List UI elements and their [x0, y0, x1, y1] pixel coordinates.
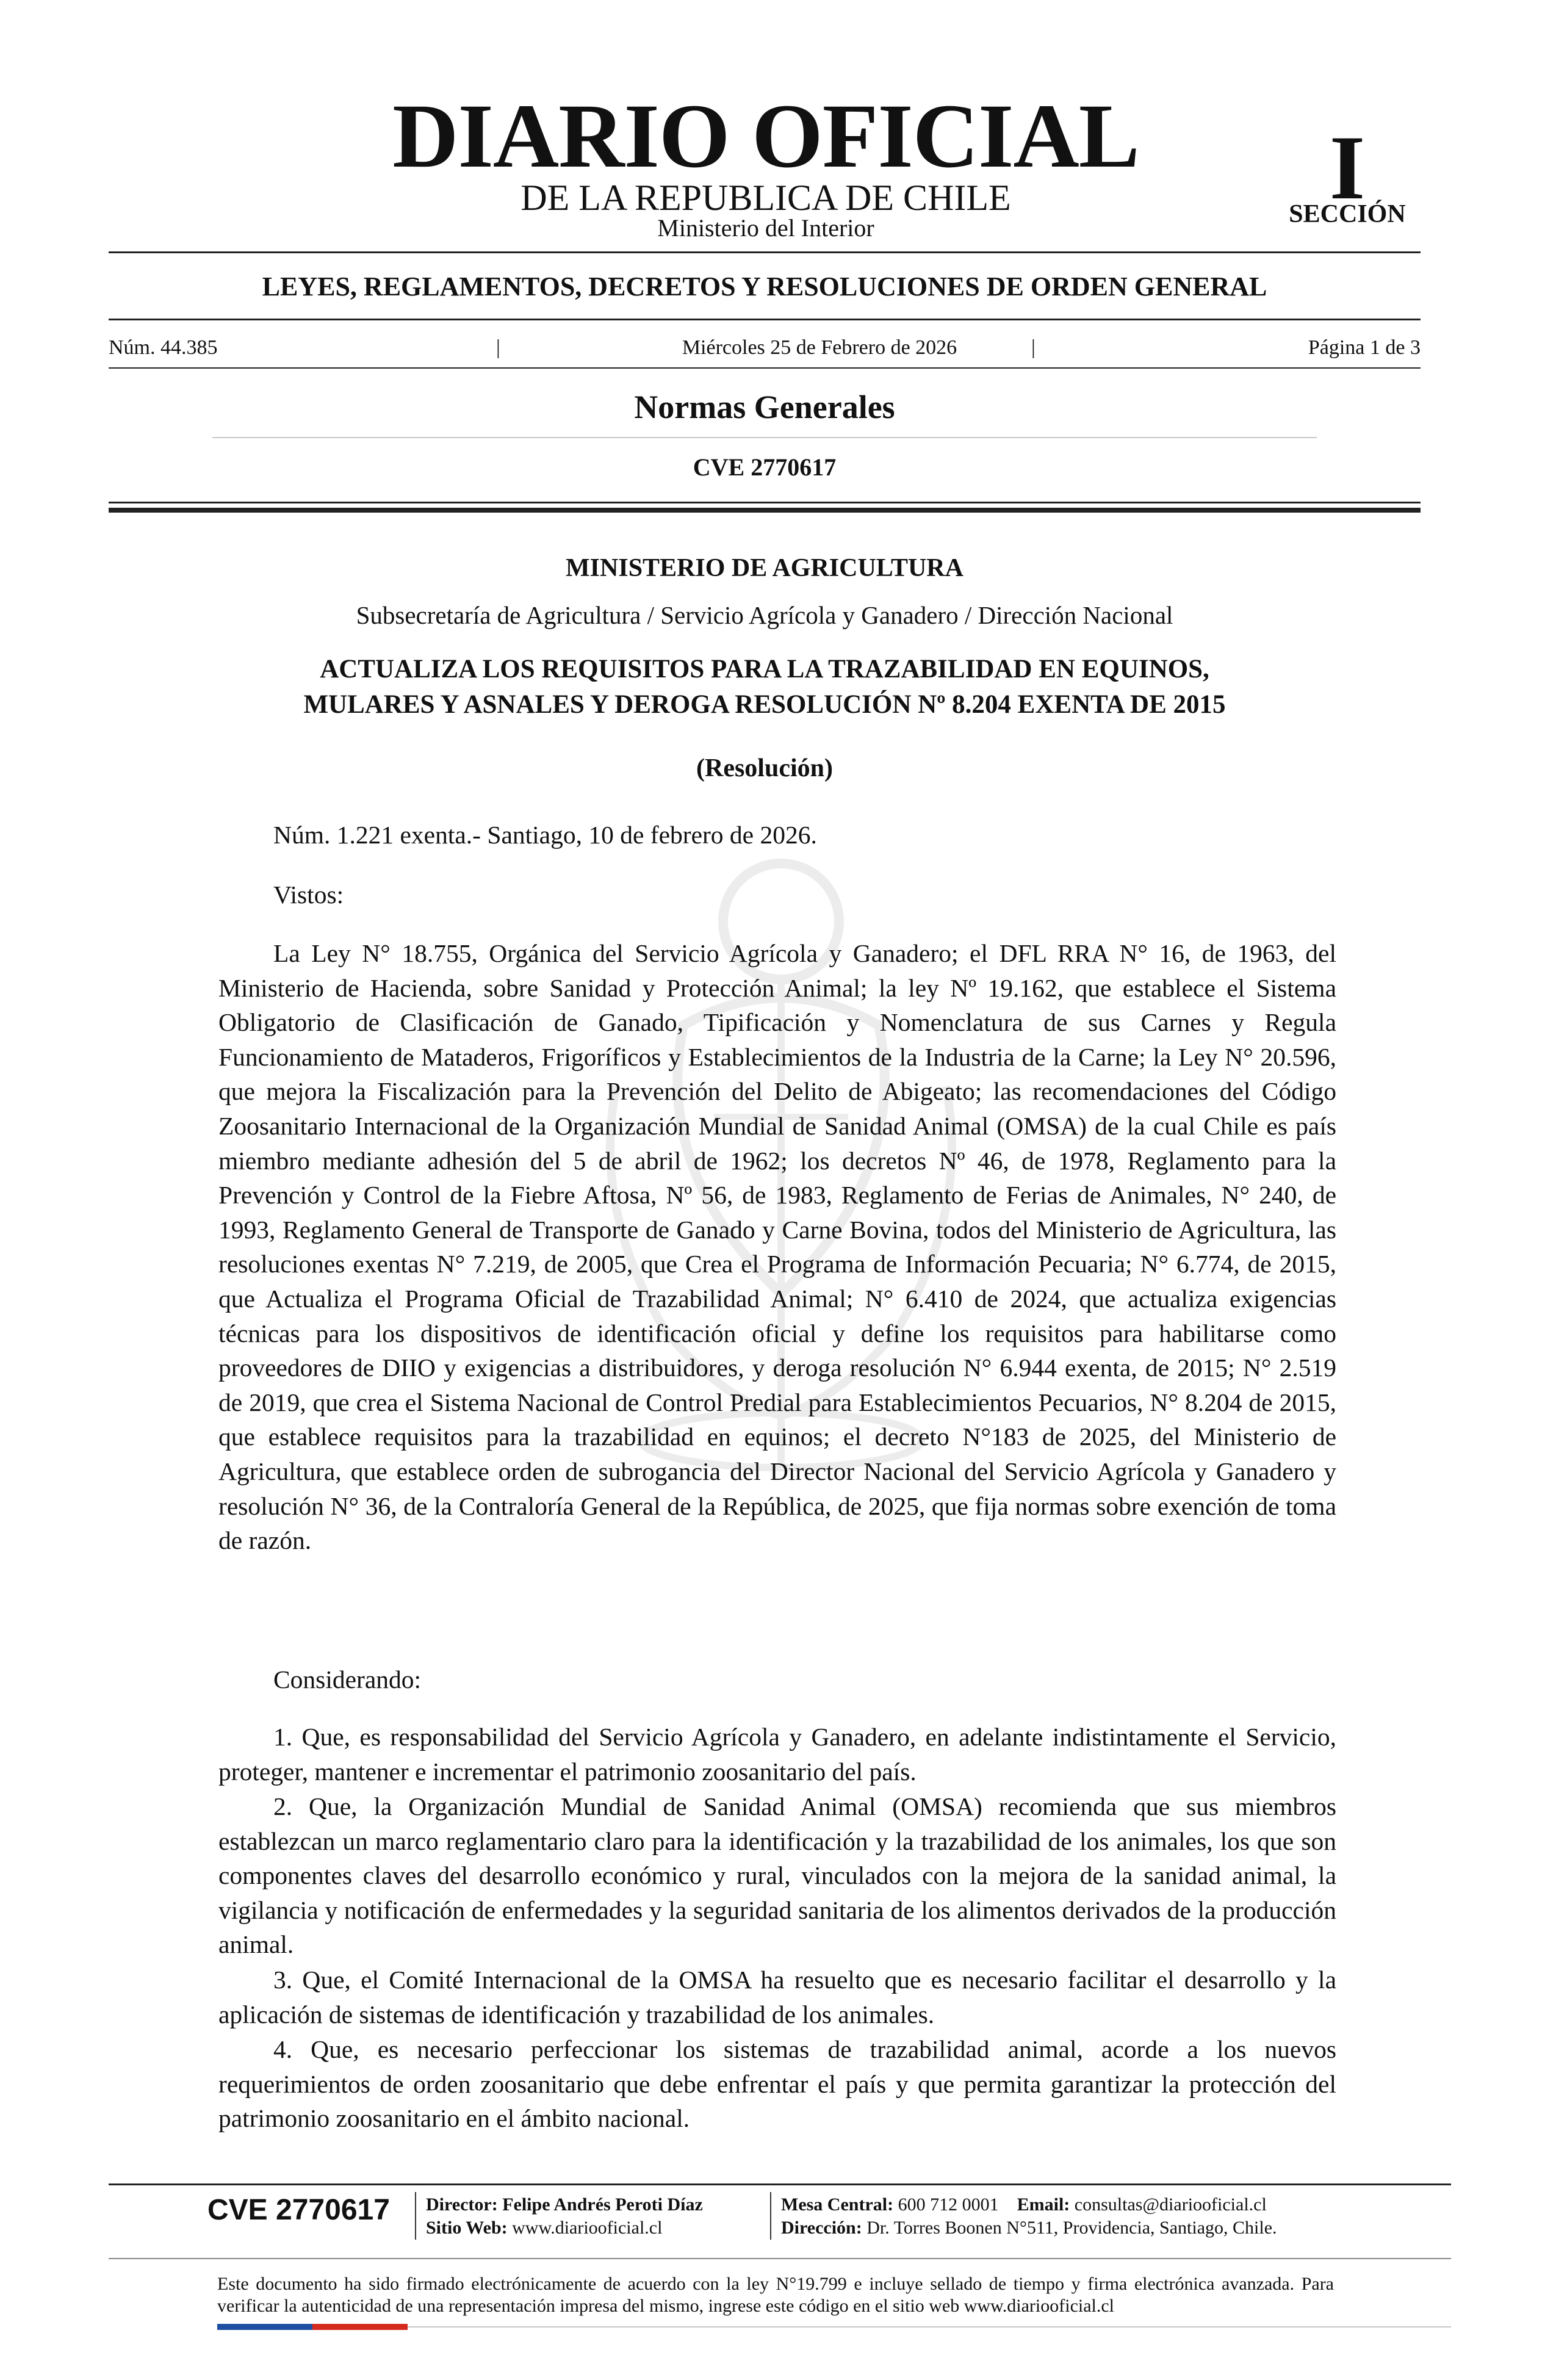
website-label: Sitio Web:	[426, 2218, 508, 2238]
mesa-phone: 600 712 0001	[898, 2194, 999, 2215]
issue-number: Núm. 44.385	[109, 336, 218, 359]
vistos-label: Vistos:	[273, 881, 344, 909]
director-label: Director:	[426, 2194, 498, 2215]
footer-divider	[109, 2183, 1451, 2185]
header-divider-bottom	[109, 508, 1421, 513]
laws-divider	[109, 319, 1421, 320]
cve-heading: CVE 2770617	[693, 453, 837, 481]
issue-info-row	[109, 336, 1421, 360]
header-divider-top	[109, 502, 1421, 503]
masthead-subtitle: DE LA REPUBLICA DE CHILE	[520, 178, 1011, 218]
masthead-title: DIARIO OFICIAL	[392, 85, 1139, 187]
email-link[interactable]: consultas@diariooficial.cl	[1074, 2194, 1267, 2215]
mesa-label: Mesa Central:	[781, 2194, 894, 2215]
section-label: SECCIÓN	[1289, 200, 1406, 228]
resolution-number-line: Núm. 1.221 exenta.- Santiago, 10 de febrero de 2026.	[273, 821, 817, 849]
considerando-item: 4. Que, es necesario perfeccionar los sistemas de trazabilidad animal, acorde a los nuevos requerimientos de orden zoosanitario que debe enfrentar el país y que permita garantizar la protección del patrimonio zoosanitario en el ámbito nacional.	[218, 2035, 1336, 2133]
address-label: Dirección:	[781, 2218, 862, 2238]
issue-separator: |	[1031, 336, 1036, 359]
laws-heading: LEYES, REGLAMENTOS, DECRETOS Y RESOLUCIONES DE ORDEN GENERAL	[262, 272, 1267, 301]
email-label: Email:	[1017, 2194, 1070, 2215]
footer-separator	[415, 2192, 416, 2240]
signature-note: Este documento ha sido firmado electrónicamente de acuerdo con la ley N°19.799 e incluye sellado de tiempo y firma electrónica avanzada. Para verificar la autenticidad de una representación impresa del mismo, ingrese este código en el sitio web www.diariooficial.cl	[217, 2274, 1334, 2316]
resolution-title	[218, 652, 1311, 723]
category-heading: Normas Generales	[634, 389, 895, 425]
website-link[interactable]: www.diariooficial.cl	[512, 2218, 663, 2238]
vistos-paragraph: La Ley N° 18.755, Orgánica del Servicio Agrícola y Ganadero; el DFL RRA N° 16, de 1963, del Ministerio de Hacienda, sobre Sanidad y Protección Animal; la ley Nº 19.162, que establece el Sistema Obligatorio de Clasificación de Ganado, Tipificación y Nomenclatura de sus Carnes y Regula Funcionamiento de Mataderos, Frigoríficos y Establecimientos de la Industria de la Carne; la Ley N° 20.596, que mejora la Fiscalización para la Prevención del Delito de Abigeato; las recomendaciones del Código Zoosanitario Internacional de la Organización Mundial de Sanidad Animal (OMSA) de la cual Chile es país miembro mediante adhesión del 5 de abril de 1962; los decretos Nº 46, de 1978, Reglamento para la Prevención y Control de la Fiebre Aftosa, Nº 56, de 1983, Reglamento de Ferias de Animales, N° 240, de 1993, Reglamento General de Transporte de Ganado y Carne Bovina, todos del Ministerio de Agricultura, las resoluciones exentas N° 7.219, de 2005, que Crea el Programa de Información Pecuaria; N° 6.774, de 2015, que Actualiza el Programa Oficial de Trazabilidad Animal; N° 6.410 de 2024, que actualiza exigencias técnicas para los dispositivos de identificación oficial y define los requisitos para habilitarse como proveedores de DIIO y exigencias a distribuidores, y deroga resolución N° 6.944 exenta, de 2015; N° 2.519 de 2019, que crea el Sistema Nacional de Control Predial para Establecimientos Pecuarios, N° 8.204 de 2015, que establece requisitos para la trazabilidad en equinos; el decreto N°183 de 2025, del Ministerio de Agricultura, que establece orden de subrogancia del Director Nacional del Servicio Agrícola y Ganadero y resolución N° 36, de la Contraloría General de la República, de 2025, que fija normas sobre exención de toma de razón.	[218, 939, 1336, 1555]
considerando-item: 1. Que, es responsabilidad del Servicio Agrícola y Ganadero, en adelante indistintamente el Servicio, proteger, mantener e incrementar el patrimonio zoosanitario del país.	[218, 1723, 1336, 1786]
masthead-ministry: Ministerio del Interior	[657, 214, 874, 242]
considerando-item: 3. Que, el Comité Internacional de la OMSA ha resuelto que es necesario facilitar el desarrollo y la aplicación de sistemas de identificación y trazabilidad de los animales.	[218, 1966, 1336, 2028]
director-name: Felipe Andrés Peroti Díaz	[502, 2194, 703, 2215]
footer-cve: CVE 2770617	[207, 2194, 390, 2226]
resolution-title-line: ACTUALIZA LOS REQUISITOS PARA LA TRAZABILIDAD EN EQUINOS,	[320, 655, 1209, 683]
flag-bar-red	[312, 2324, 408, 2330]
address-value: Dr. Torres Boonen N°511, Providencia, Santiago, Chile.	[866, 2218, 1277, 2238]
flag-bar-blue	[217, 2324, 312, 2330]
issue-separator: |	[496, 336, 500, 359]
section-number: I	[1329, 117, 1366, 218]
masthead-divider	[109, 251, 1421, 253]
footer-director-block	[426, 2193, 768, 2240]
footer-note-divider	[109, 2258, 1451, 2259]
subsecretaria-line: Subsecretaría de Agricultura / Servicio Agrícola y Ganadero / Dirección Nacional	[356, 601, 1173, 629]
category-divider	[212, 437, 1317, 438]
page-indicator: Página 1 de 3	[1308, 336, 1421, 359]
issue-date: Miércoles 25 de Febrero de 2026	[682, 336, 957, 359]
issue-divider	[109, 367, 1421, 369]
flag-bar-rule	[408, 2326, 1451, 2328]
footer-contact-block	[781, 2193, 1367, 2240]
considerando-item: 2. Que, la Organización Mundial de Sanidad Animal (OMSA) recomienda que sus miembros establezcan un marco reglamentario claro para la identificación y la trazabilidad de los animales, los que son componentes claves del desarrollo económico y rural, vinculados con la mejora de la sanidad animal, la vigilancia y notificación de enfermedades y la seguridad sanitaria de los alimentos derivados de la producción animal.	[218, 1792, 1336, 1959]
considerando-label: Considerando:	[273, 1665, 422, 1693]
ministry-heading: MINISTERIO DE AGRICULTURA	[566, 554, 963, 582]
resolution-type: (Resolución)	[696, 754, 833, 782]
resolution-title-line: MULARES Y ASNALES Y DEROGA RESOLUCIÓN Nº 8.204 EXENTA DE 2015	[303, 690, 1226, 719]
footer-separator	[770, 2192, 771, 2240]
